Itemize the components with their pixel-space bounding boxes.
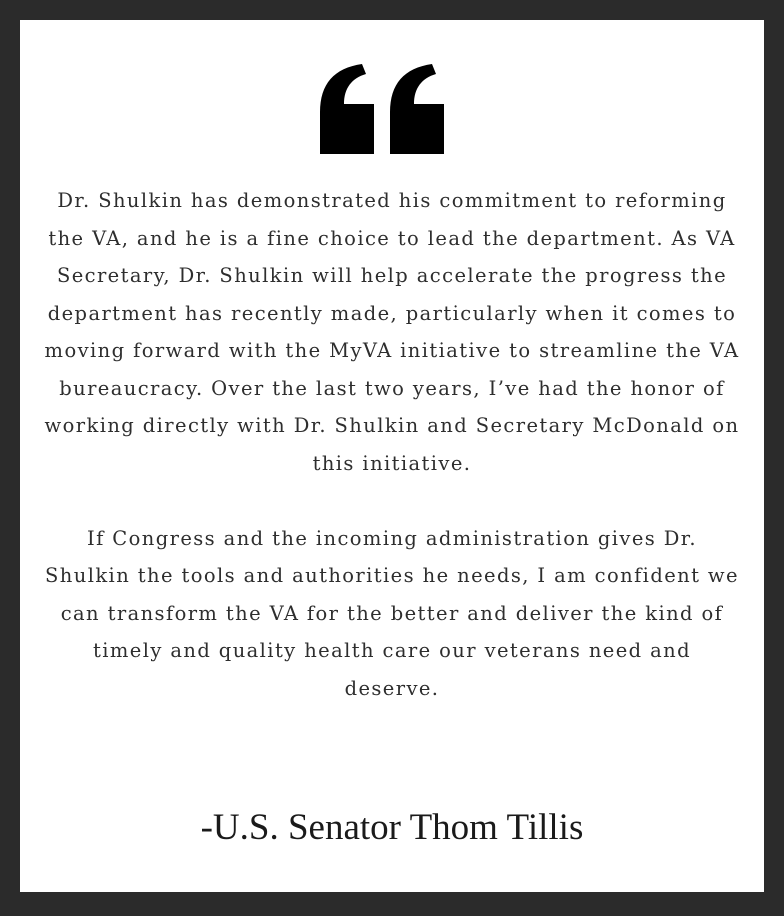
quote-paragraph: If Congress and the incoming administration gives Dr. Shulkin the tools and authorities he needs, I am confident we can transform the VA for the better and deliver the kind of timely and quality health care our veterans need and deserve. [45, 526, 739, 700]
opening-quotation-mark-icon [320, 64, 444, 154]
quote-attribution: -U.S. Senator Thom Tillis [200, 807, 584, 848]
quote-card [20, 20, 764, 892]
quote-body [44, 182, 740, 707]
quote-paragraph: Dr. Shulkin has demonstrated his commitment to reforming the VA, and he is a fine choice to lead the department. As VA Secretary, Dr. Shulkin will help accelerate the progress the department has recently made, particularly when it comes to moving forward with the MyVA initiative to streamline the VA bureaucracy. Over the last two years, I’ve had the honor of working directly with Dr. Shulkin and Secretary McDonald on this initiative. [44, 189, 740, 475]
